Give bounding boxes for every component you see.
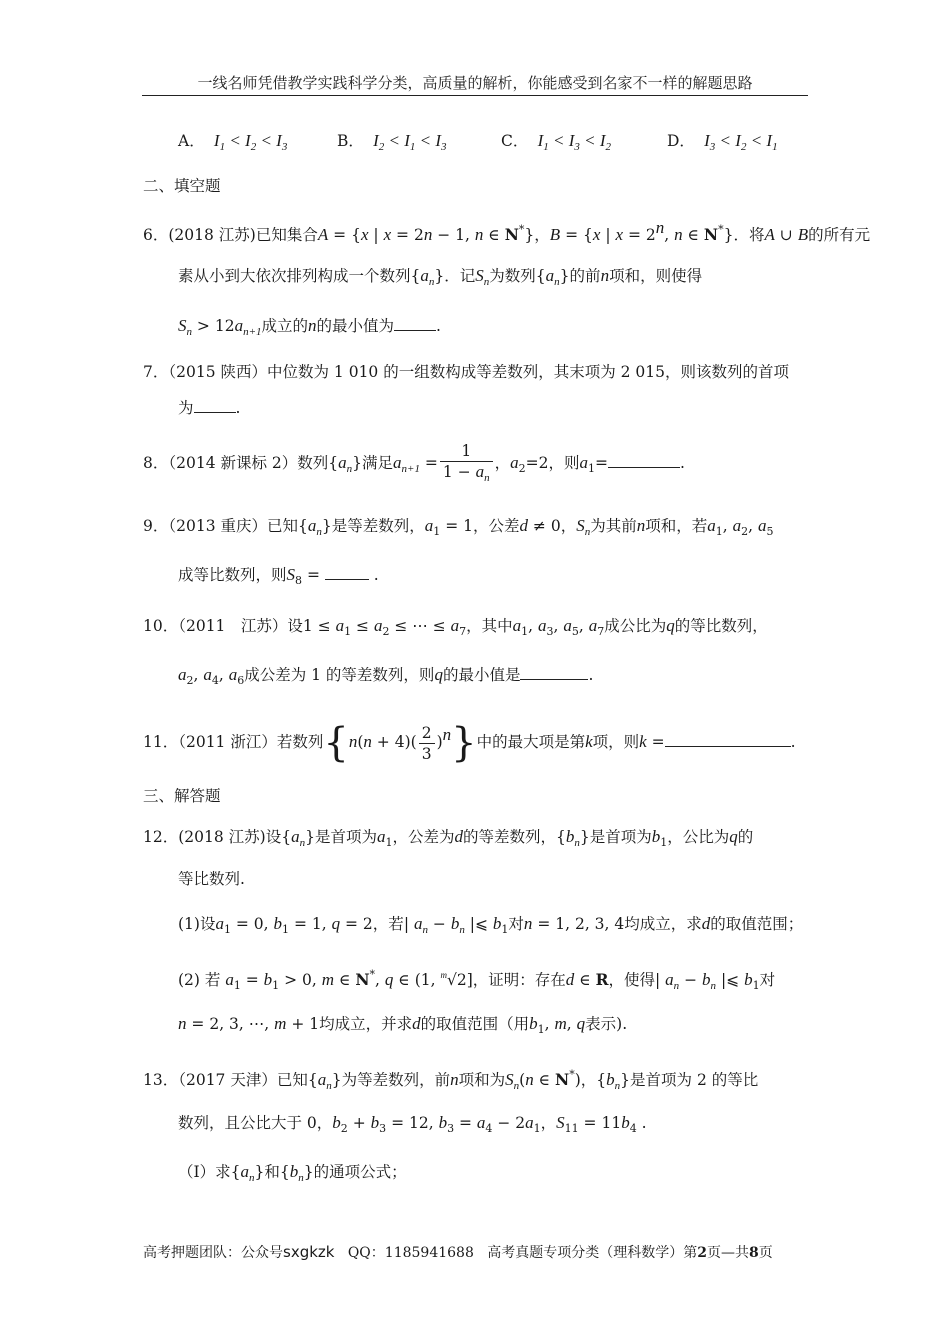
q9-line2: 成等比数列，则$S_8$ = . — [178, 565, 379, 587]
footer-page-number: 2 — [697, 1245, 707, 1261]
q7-line1: 7．（2015 陕西）中位数为 1 010 的一组数构成等差数列，其末项为 2 015，则该数列的首项 — [143, 363, 790, 381]
section-fill-title: 二、填空题 — [143, 177, 221, 195]
q8-line: 8．（2014 新课标 2）数列$\{a_n\}$满足$a_{n+1}$ = $\frac{1}{1 - a_n}$ ，$a_2=2$，则$a_1=$ . — [143, 441, 685, 484]
footer-title: 高考真题专项分类（理科数学）第 — [487, 1245, 698, 1261]
q6-line1: 6．(2018 江苏)已知集合A = {x | x = 2n − 1, n ∈ N*}，B = {x | $x = 2^n$, n ∈ N*}．将A ∪ B的所有元 — [143, 218, 871, 244]
q5-option-b: B． $I_2 < I_1 < I_3$ — [337, 131, 447, 153]
q12-line2: 等比数列. — [178, 870, 245, 888]
q13-line2: 数列，且公比大于 0，$b_2 + b_3 = 12$, $b_3 = a_4 - 2a_1$，$S_{11} = 11b_4$ . — [178, 1113, 647, 1135]
q13-line1: 13．（2017 天津）已知$\{a_n\}$为等差数列，前n项和为$S_n(n$ ∈ N*)，$\{b_n\}$是首项为 2 的等比 — [143, 1068, 759, 1092]
answer-blank[interactable] — [394, 316, 436, 331]
option-a-label: A． — [178, 132, 205, 150]
q12-part1: (1)设$a_1 = 0$, $b_1 = 1$, q = 2，若| $a_n - b_n$ |⩽ $b_1$对n = 1, 2, 3, 4均成立，求d的取值范围； — [178, 914, 804, 936]
q10-line1: 10．（2011 江苏）设$1 \le a_1 \le a_2$ ≤ ⋯ ≤ $a_7$，其中$a_1$, $a_3$, $a_5$, $a_7$成公比为q的等比数列， — [143, 616, 768, 638]
header-rule — [142, 95, 808, 96]
answer-blank[interactable] — [608, 453, 680, 468]
footer-page-total: 8 — [748, 1245, 759, 1261]
footer-qq: QQ：1185941688 — [347, 1245, 474, 1261]
option-b-label: B． — [337, 132, 364, 150]
q5-option-d: D． $I_3 < I_2 < I_1$ — [667, 131, 778, 153]
q11-line: 11．（2011 浙江）若数列{n(n + 4)( $\frac{2}{3}$ )$^n$}中的最大项是第k项，则k = . — [143, 720, 796, 766]
q12-part2: (2) 若 $a_1 = b_1 > 0$, m ∈ N*, q ∈ (1, $^m$√2]，证明：存在d ∈ R，使得| $a_n - b_n$ |⩽ $b_1$对 — [178, 968, 776, 992]
q6-label: 6．(2018 江苏)已知集合 — [143, 226, 318, 244]
answer-blank[interactable] — [325, 565, 369, 580]
option-d-label: D． — [667, 132, 695, 150]
q10-line2: $a_2$, $a_4$, $a_6$成公差为 1 的等差数列，则q的最小值是 . — [178, 665, 594, 687]
option-c-label: C． — [501, 132, 529, 150]
q5-option-c: C． $I_1 < I_3 < I_2$ — [501, 131, 612, 153]
q9-line1: 9．（2013 重庆）已知$\{a_n\}$是等差数列，$a_1 = 1$，公差d ≠ 0，$S_n$为其前n项和，若$a_1$, $a_2$, $a_5$ — [143, 516, 774, 538]
q6-line2: 素从小到大依次排列构成一个数列$\{a_n\}$．记$S_n$为数列$\{a_n\}$的前n项和，则使得 — [178, 266, 703, 288]
page-header: 一线名师凭借教学实践科学分类，高质量的解析，你能感受到名家不一样的解题思路 — [197, 74, 753, 92]
section-solve-title: 三、解答题 — [143, 787, 221, 805]
answer-blank[interactable] — [665, 732, 791, 747]
answer-blank[interactable] — [520, 665, 588, 680]
q12-line1: 12．(2018 江苏)设$\{a_n\}$是首项为$a_1$，公差为d的等差数列，$\{b_n\}$是首项为$b_1$，公比为q的 — [143, 827, 754, 849]
answer-blank[interactable] — [194, 398, 236, 413]
page-footer: 高考押题团队：公众号sxgkzk QQ：1185941688 高考真题专项分类（理科数学）第2页—共8页 — [143, 1243, 773, 1261]
footer-account: sxgkzk — [283, 1243, 335, 1261]
q7-line2: 为 . — [178, 399, 241, 417]
footer-team: 高考押题团队：公众号 — [143, 1245, 283, 1261]
q13-part1: （Ⅰ）求$\{a_n\}$和$\{b_n\}$的通项公式； — [178, 1162, 407, 1184]
q6-line3: $S_n > 12a_{n+1}$成立的n的最小值为 . — [178, 316, 441, 338]
q12-part2-line2: n = 2, 3, ⋯, m + 1均成立，并求d的取值范围（用$b_1$, m, q表示). — [178, 1014, 628, 1036]
q5-option-a: A． $I_1 < I_2 < I_3$ — [178, 131, 288, 153]
